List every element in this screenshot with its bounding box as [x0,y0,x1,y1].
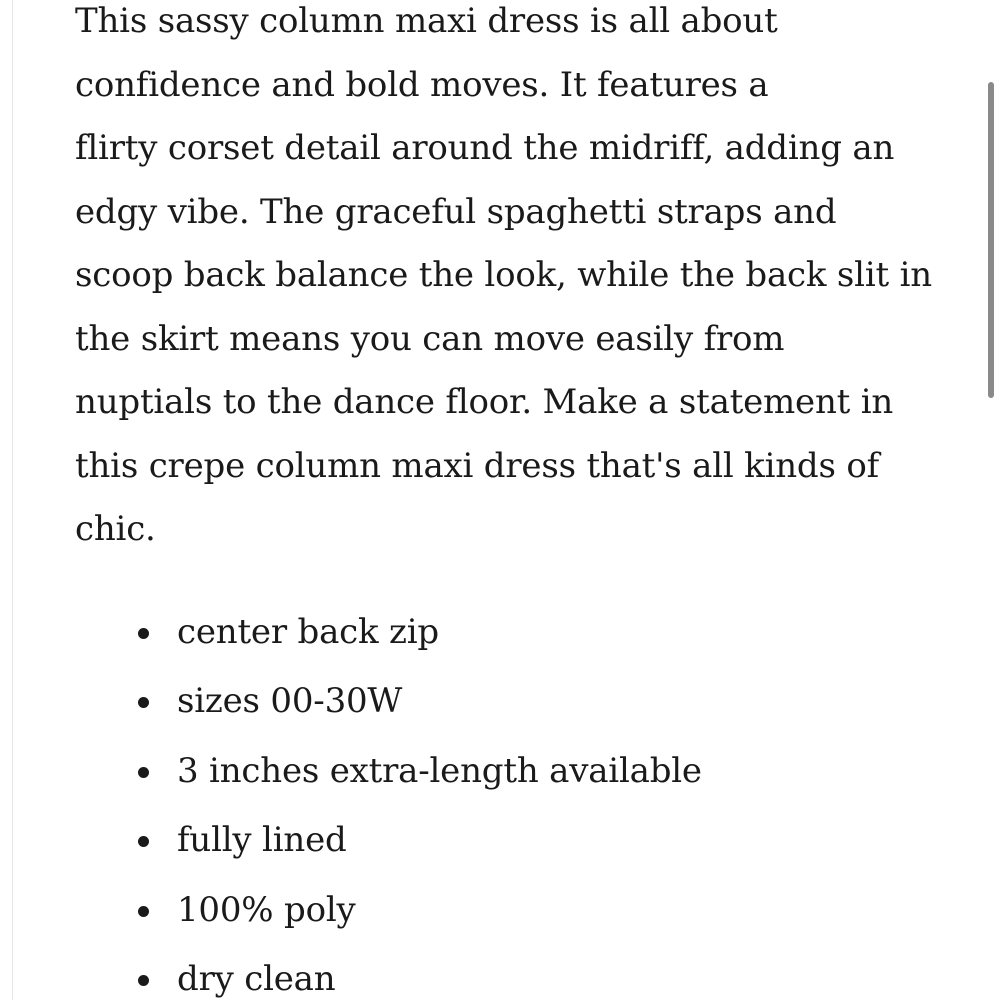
product-details [75,0,955,1000]
left-divider [12,0,13,1000]
feature-text: sizes 00-30W [177,681,403,721]
description-line: the skirt means you can move easily from [75,318,785,359]
description-line: confidence and bold moves. It features a [75,64,769,105]
description-line: This sassy column maxi dress is all about [75,1,778,41]
list-item [75,945,955,1000]
description-line: scoop back balance the look, while the back slit in [75,255,932,295]
bullet-icon [138,836,149,847]
bullet-icon [138,906,149,917]
bullet-icon [138,628,149,639]
description-line: flirty corset detail around the midriff, adding an [75,128,895,168]
feature-text: dry clean [177,959,336,999]
feature-text: fully lined [177,820,347,860]
feature-text: center back zip [177,611,439,652]
list-item [75,667,955,737]
bullet-icon [138,975,149,986]
feature-list [75,598,955,1000]
list-item [75,876,955,946]
description-line: chic. [75,509,156,549]
list-item [75,806,955,876]
bullet-icon [138,697,149,708]
description-line: nuptials to the dance floor. Make a statement in [75,382,894,422]
scrollbar-thumb[interactable] [988,82,994,398]
description-line: edgy vibe. The graceful spaghetti straps and [75,191,837,232]
feature-text: 100% poly [177,889,356,930]
list-item [75,598,955,668]
bullet-icon [138,767,149,778]
product-description [75,0,955,562]
feature-text: 3 inches extra-length available [177,750,702,791]
list-item [75,737,955,807]
description-line: this crepe column maxi dress that's all kinds of [75,445,880,486]
